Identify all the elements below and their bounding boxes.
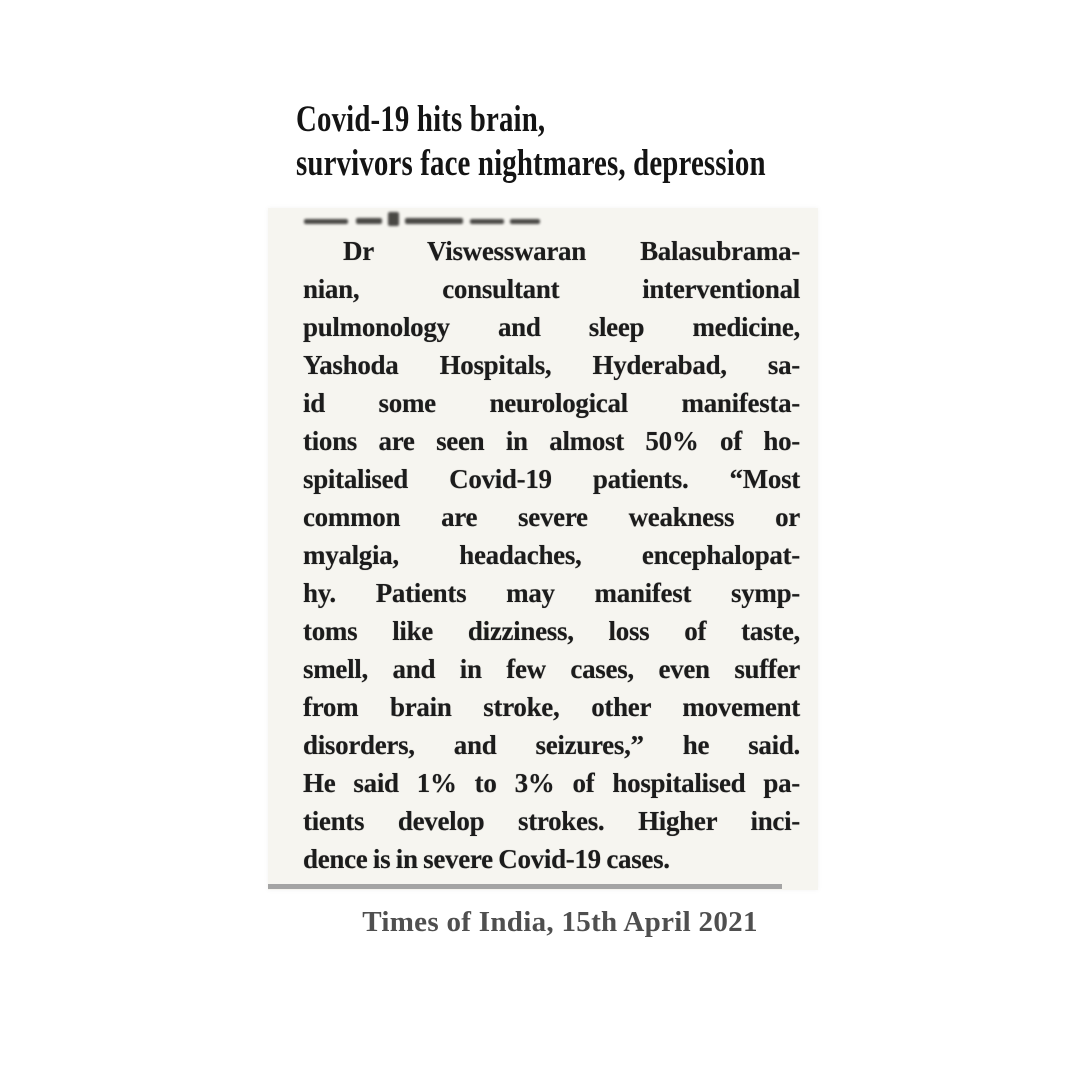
headline xyxy=(296,98,898,186)
article-line: spitalised Covid-19 patients. “Most xyxy=(303,464,800,494)
attribution-caption: Times of India, 15th April 2021 xyxy=(362,906,758,938)
article-line: Yashoda Hospitals, Hyderabad, sa- xyxy=(303,350,800,380)
torn-edge-smudge xyxy=(304,212,554,228)
article-line: id some neurological manifesta- xyxy=(303,388,800,418)
article-line: hy. Patients may manifest symp- xyxy=(303,578,800,608)
article-line: common are severe weakness or xyxy=(303,502,800,532)
clipping-bottom-rule xyxy=(268,884,782,889)
article-line: tients develop strokes. Higher inci- xyxy=(303,806,800,836)
article-line: pulmonology and sleep medicine, xyxy=(303,312,800,342)
article-body xyxy=(303,232,800,878)
smudge-mark xyxy=(356,218,382,224)
article-line: dence is in severe Covid-19 cases. xyxy=(303,844,670,874)
headline-line-1: Covid-19 hits brain, xyxy=(296,99,546,140)
article-line: smell, and in few cases, even suffer xyxy=(303,654,800,684)
article-line: toms like dizziness, loss of taste, xyxy=(303,616,800,646)
smudge-mark xyxy=(388,212,399,226)
article-line: Dr Viswesswaran Balasubrama- xyxy=(343,236,800,266)
newspaper-clipping xyxy=(268,208,818,890)
article-line: tions are seen in almost 50% of ho- xyxy=(303,426,800,456)
article-line: He said 1% to 3% of hospitalised pa- xyxy=(303,768,800,798)
article-line: disorders, and seizures,” he said. xyxy=(303,730,800,760)
smudge-mark xyxy=(405,218,463,224)
smudge-mark xyxy=(510,219,540,224)
smudge-mark xyxy=(470,219,504,224)
headline-line-2: survivors face nightmares, depression xyxy=(296,143,766,184)
smudge-mark xyxy=(304,219,348,224)
article-line: myalgia, headaches, encephalopat- xyxy=(303,540,800,570)
article-line: from brain stroke, other movement xyxy=(303,692,800,722)
article-line: nian, consultant interventional xyxy=(303,274,800,304)
